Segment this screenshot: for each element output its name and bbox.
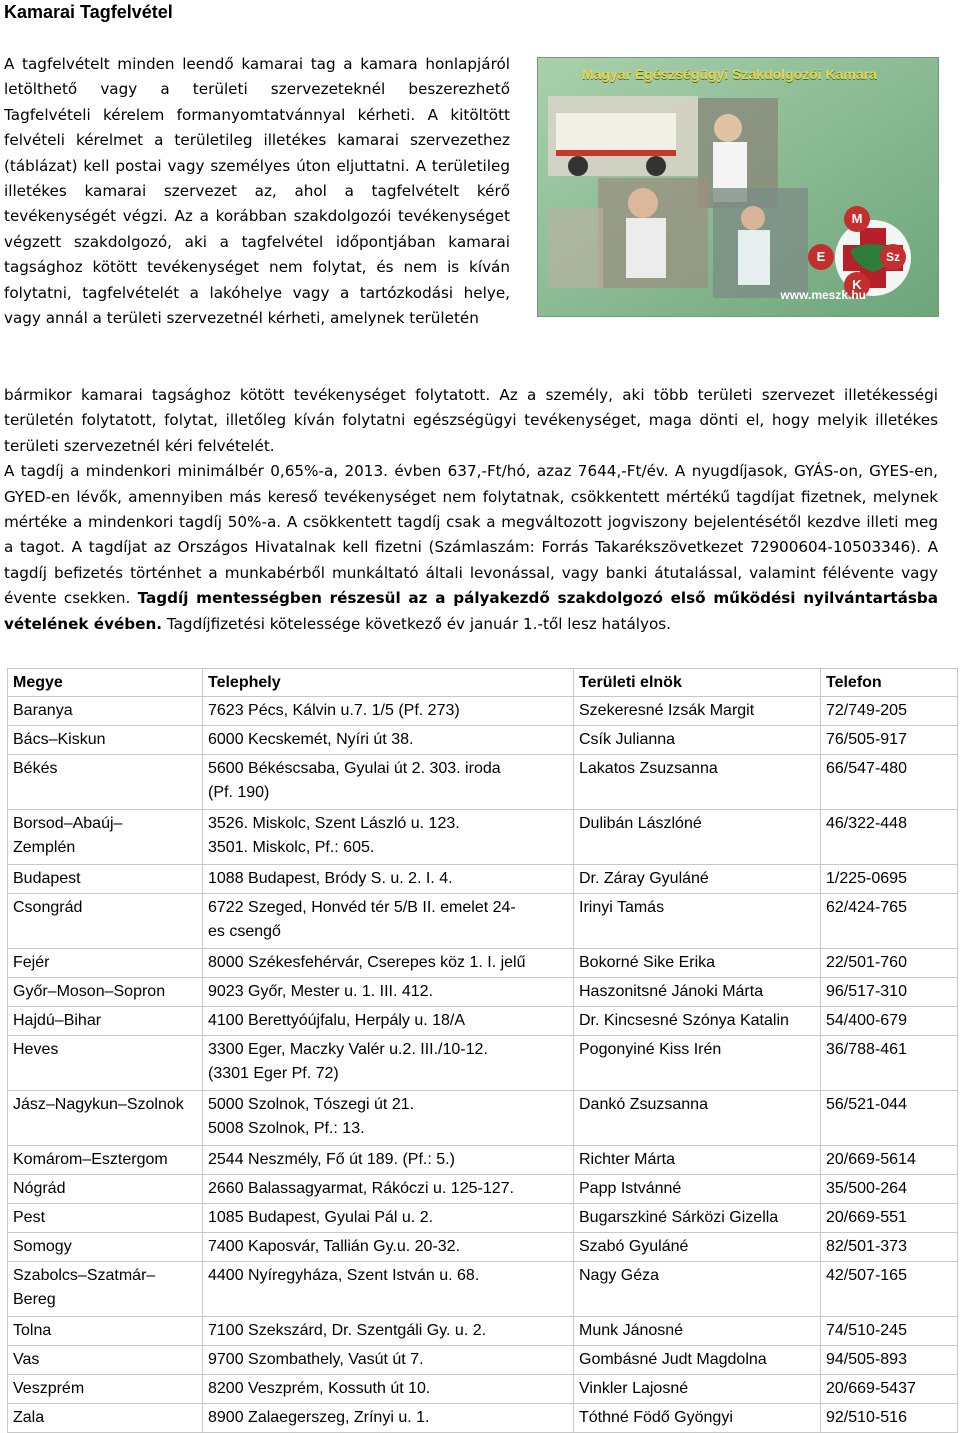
cell-elnok: Dulibán Lászlóné bbox=[574, 810, 821, 865]
cell-telefon: 56/521-044 bbox=[821, 1091, 958, 1146]
cell-telephely-line: 4400 Nyíregyháza, Szent István u. 68. bbox=[208, 1267, 480, 1284]
cell-telephely bbox=[203, 865, 574, 894]
cell-telephely bbox=[203, 1146, 574, 1175]
cell-telephely-line: 8000 Székesfehérvár, Cserepes köz 1. I. jelű bbox=[208, 954, 526, 971]
cell-telephely bbox=[203, 726, 574, 755]
cell-megye-line: Bereg bbox=[13, 1291, 56, 1308]
cell-telephely bbox=[203, 1204, 574, 1233]
cell-telefon: 1/225-0695 bbox=[821, 865, 958, 894]
cell-telephely bbox=[203, 755, 574, 810]
cell-telefon: 66/547-480 bbox=[821, 755, 958, 810]
table-row bbox=[8, 865, 958, 894]
cell-elnok: Dankó Zsuzsanna bbox=[574, 1091, 821, 1146]
table-row bbox=[8, 1146, 958, 1175]
cell-telephely bbox=[203, 1375, 574, 1404]
cell-telephely-line: 5000 Szolnok, Tószegi út 21. bbox=[208, 1096, 415, 1113]
table-row bbox=[8, 1175, 958, 1204]
banner-title: Magyar Egészségügyi Szakdolgozói Kamara bbox=[582, 66, 877, 82]
main-body-text bbox=[4, 383, 938, 637]
cell-telephely bbox=[203, 1404, 574, 1433]
cell-megye-line: Hajdú–Bihar bbox=[13, 1012, 102, 1029]
cell-telephely bbox=[203, 949, 574, 978]
cell-megye-line: Borsod–Abaúj– bbox=[13, 815, 123, 832]
cell-telephely bbox=[203, 810, 574, 865]
cell-telephely-line: 6722 Szeged, Honvéd tér 5/B II. emelet 24- bbox=[208, 899, 516, 916]
cell-telephely bbox=[203, 978, 574, 1007]
cell-telephely-line: 5600 Békéscsaba, Gyulai út 2. 303. iroda bbox=[208, 760, 501, 777]
table-row bbox=[8, 1007, 958, 1036]
cell-elnok: Csík Julianna bbox=[574, 726, 821, 755]
cell-telefon: 82/501-373 bbox=[821, 1233, 958, 1262]
cell-megye-line: Nógrád bbox=[13, 1180, 66, 1197]
cell-megye-line: Bács–Kiskun bbox=[13, 731, 106, 748]
cell-telephely bbox=[203, 1036, 574, 1091]
table-row bbox=[8, 1404, 958, 1433]
table-row bbox=[8, 1204, 958, 1233]
cell-telephely-line: 8200 Veszprém, Kossuth út 10. bbox=[208, 1380, 431, 1397]
cell-elnok: Richter Márta bbox=[574, 1146, 821, 1175]
cell-telephely bbox=[203, 1007, 574, 1036]
cell-telefon: 96/517-310 bbox=[821, 978, 958, 1007]
cell-telephely bbox=[203, 697, 574, 726]
cell-telephely-line: 7623 Pécs, Kálvin u.7. 1/5 (Pf. 273) bbox=[208, 702, 460, 719]
intro-paragraph: A tagfelvételt minden leendő kamarai tag a kamara honlapjáról letölthető vagy a területi szervezeteknél beszerezhető Tagfelvételi kérelem formanyomtatvánnyal kérheti. A kitöltött felvételi kérelmet a területileg illetékes kamarai szervezethez (táblázat) kell postai vagy személyes úton eljuttatni. A területileg illetékes kamarai szervezet az, ahol a tagfelvételt kérő tevékenységét végzi. Az a korábban szakdolgozói tevékenységet végzett szakdolgozó, aki a tagfelvétel időpontjában kamarai tagsághoz kötött tevékenységet nem folytat, és nem is kíván folytatni, tagfelvételét a lakóhelye vagy a tartózkodási helye, vagy annál a területi szervezetnél kérheti, amelynek területén bbox=[4, 55, 510, 328]
cell-elnok: Vinkler Lajosné bbox=[574, 1375, 821, 1404]
table-header-row bbox=[8, 669, 958, 697]
cell-megye bbox=[8, 865, 203, 894]
cell-telephely-line: 7100 Szekszárd, Dr. Szentgáli Gy. u. 2. bbox=[208, 1322, 487, 1339]
table-row bbox=[8, 1317, 958, 1346]
cell-megye-line: Csongrád bbox=[13, 899, 83, 916]
cell-megye bbox=[8, 1007, 203, 1036]
cell-telefon: 35/500-264 bbox=[821, 1175, 958, 1204]
cell-telephely-line: 8900 Zalaegerszeg, Zrínyi u. 1. bbox=[208, 1409, 430, 1426]
cell-telephely-line: 3526. Miskolc, Szent László u. 123. bbox=[208, 815, 460, 832]
cell-megye-line: Veszprém bbox=[13, 1380, 85, 1397]
cell-megye-line: Zala bbox=[13, 1409, 45, 1426]
cell-megye-line: Győr–Moson–Sopron bbox=[13, 983, 166, 1000]
cell-elnok: Pogonyiné Kiss Irén bbox=[574, 1036, 821, 1091]
table-row bbox=[8, 1233, 958, 1262]
cell-telephely-line: 3300 Eger, Maczky Valér u.2. III./10-12. bbox=[208, 1041, 488, 1058]
table-row bbox=[8, 1375, 958, 1404]
header-teruleti-elnok: Területi elnök bbox=[574, 669, 821, 697]
cell-megye bbox=[8, 1146, 203, 1175]
cell-megye bbox=[8, 1346, 203, 1375]
cell-telefon: 72/749-205 bbox=[821, 697, 958, 726]
cell-telephely-line: es csengő bbox=[208, 923, 281, 940]
body-paragraph-3: Tagdíjfizetési kötelessége következő év január 1.-től lesz hatályos. bbox=[166, 614, 671, 633]
cell-telefon: 46/322-448 bbox=[821, 810, 958, 865]
table-row bbox=[8, 726, 958, 755]
cell-telephely-line: 5008 Szolnok, Pf.: 13. bbox=[208, 1120, 365, 1137]
cell-telephely bbox=[203, 1233, 574, 1262]
cell-elnok: Munk Jánosné bbox=[574, 1317, 821, 1346]
cell-megye bbox=[8, 697, 203, 726]
cell-megye bbox=[8, 1262, 203, 1317]
cell-elnok: Haszonitsné Jánoki Márta bbox=[574, 978, 821, 1007]
header-telefon: Telefon bbox=[821, 669, 958, 697]
body-paragraph-2: A tagdíj a mindenkori minimálbér 0,65%-a, 2013. évben 637,-Ft/hó, azaz 7644,-Ft/év. A nyugdíjasok, GYÁS-on, GYES-en, GYED-en lévők, amennyiben más kereső tevékenységet nem folytatnak, csökkentett mértékű tagdíjat fizetnek, melynek mértéke a mindenkori tagdíj 50%-a. A csökkentett tagdíj csak a megváltozott jogviszony bejelentésétől kezdve illeti meg a tagot. A tagdíjat az Országos Hivatalnak kell fizetni (Számlaszám: Forrás Takarékszövetkezet 72900604-10503346). A tagdíj befizetés történhet a munkabérből munkáltató általi levonással, vagy banki átutalással, valamint félévente vagy évente csekken. bbox=[4, 462, 938, 608]
table-row bbox=[8, 949, 958, 978]
cell-elnok: Papp Istvánné bbox=[574, 1175, 821, 1204]
cell-telephely bbox=[203, 894, 574, 949]
logo-letter-m: M bbox=[844, 206, 870, 232]
cell-megye bbox=[8, 1233, 203, 1262]
cell-elnok: Lakatos Zsuzsanna bbox=[574, 755, 821, 810]
cell-telephely bbox=[203, 1091, 574, 1146]
table-row bbox=[8, 755, 958, 810]
table-row bbox=[8, 810, 958, 865]
cell-megye-line: Fejér bbox=[13, 954, 50, 971]
cell-elnok: Nagy Géza bbox=[574, 1262, 821, 1317]
cell-telephely-line: 9700 Szombathely, Vasút út 7. bbox=[208, 1351, 424, 1368]
cell-megye-line: Zemplén bbox=[13, 839, 76, 856]
cell-megye bbox=[8, 1036, 203, 1091]
cell-telefon: 62/424-765 bbox=[821, 894, 958, 949]
cell-megye-line: Tolna bbox=[13, 1322, 52, 1339]
logo-letter-sz: Sz bbox=[880, 244, 906, 270]
cell-elnok: Szabó Gyuláné bbox=[574, 1233, 821, 1262]
table-row bbox=[8, 1091, 958, 1146]
header-megye: Megye bbox=[8, 669, 203, 697]
logo-letter-e: E bbox=[808, 244, 834, 270]
cell-telefon: 54/400-679 bbox=[821, 1007, 958, 1036]
cell-telephely bbox=[203, 1317, 574, 1346]
cell-elnok: Bugarszkiné Sárközi Gizella bbox=[574, 1204, 821, 1233]
page-title: Kamarai Tagfelvétel bbox=[4, 2, 173, 22]
table-row bbox=[8, 697, 958, 726]
cell-telephely-line: 1085 Budapest, Gyulai Pál u. 2. bbox=[208, 1209, 434, 1226]
cell-megye bbox=[8, 1091, 203, 1146]
cell-elnok: Szekeresné Izsák Margit bbox=[574, 697, 821, 726]
banner-photo-collage bbox=[538, 58, 938, 316]
cell-megye-line: Baranya bbox=[13, 702, 73, 719]
cell-telephely bbox=[203, 1346, 574, 1375]
cell-telephely bbox=[203, 1175, 574, 1204]
table-row bbox=[8, 1262, 958, 1317]
cell-megye-line: Jász–Nagykun–Szolnok bbox=[13, 1096, 184, 1113]
cell-telephely-line: 7400 Kaposvár, Tallián Gy.u. 20-32. bbox=[208, 1238, 461, 1255]
regional-offices-table-wrapper bbox=[7, 668, 957, 1433]
cell-telephely-line: (3301 Eger Pf. 72) bbox=[208, 1065, 339, 1082]
cell-telefon: 74/510-245 bbox=[821, 1317, 958, 1346]
cell-telephely bbox=[203, 1262, 574, 1317]
cell-megye bbox=[8, 810, 203, 865]
cell-elnok: Gombásné Judt Magdolna bbox=[574, 1346, 821, 1375]
table-body bbox=[8, 697, 958, 1433]
cell-megye bbox=[8, 894, 203, 949]
cell-megye-line: Vas bbox=[13, 1351, 40, 1368]
table-row bbox=[8, 1346, 958, 1375]
cell-telefon: 94/505-893 bbox=[821, 1346, 958, 1375]
table-row bbox=[8, 894, 958, 949]
cell-telephely-line: 1088 Budapest, Bródy S. u. 2. I. 4. bbox=[208, 870, 453, 887]
regional-offices-table bbox=[7, 668, 958, 1433]
cell-elnok: Dr. Záray Gyuláné bbox=[574, 865, 821, 894]
header-telephely: Telephely bbox=[203, 669, 574, 697]
cell-megye bbox=[8, 755, 203, 810]
cell-elnok: Bokorné Sike Erika bbox=[574, 949, 821, 978]
body-paragraph-1: bármikor kamarai tagsághoz kötött tevékenységet folytatott. Az a személy, aki több területi szervezet illetékességi területén folytatott, folytat, illetőleg kíván folytatni egészségügyi tevékenységet, maga dönti el, hogy melyik illetékes területi szervezetnél kéri felvételét. bbox=[4, 386, 938, 455]
cell-telephely-line: 4100 Berettyóújfalu, Herpály u. 18/A bbox=[208, 1012, 466, 1029]
cell-megye bbox=[8, 726, 203, 755]
cell-telefon: 20/669-551 bbox=[821, 1204, 958, 1233]
cell-telephely-line: 2660 Balassagyarmat, Rákóczi u. 125-127. bbox=[208, 1180, 514, 1197]
cell-telefon: 42/507-165 bbox=[821, 1262, 958, 1317]
cell-megye-line: Budapest bbox=[13, 870, 81, 887]
cell-megye bbox=[8, 1404, 203, 1433]
cell-megye-line: Komárom–Esztergom bbox=[13, 1151, 168, 1168]
cell-telefon: 36/788-461 bbox=[821, 1036, 958, 1091]
cell-elnok: Dr. Kincsesné Szónya Katalin bbox=[574, 1007, 821, 1036]
cell-telefon: 22/501-760 bbox=[821, 949, 958, 978]
cell-megye bbox=[8, 1175, 203, 1204]
cell-telefon: 20/669-5614 bbox=[821, 1146, 958, 1175]
cell-elnok: Irinyi Tamás bbox=[574, 894, 821, 949]
cell-megye-line: Pest bbox=[13, 1209, 46, 1226]
cell-megye bbox=[8, 1375, 203, 1404]
cell-telephely-line: 3501. Miskolc, Pf.: 605. bbox=[208, 839, 375, 856]
cell-megye-line: Somogy bbox=[13, 1238, 72, 1255]
cell-telefon: 20/669-5437 bbox=[821, 1375, 958, 1404]
table-row bbox=[8, 978, 958, 1007]
cell-telephely-line: 6000 Kecskemét, Nyíri út 38. bbox=[208, 731, 414, 748]
table-row bbox=[8, 1036, 958, 1091]
chamber-banner-image bbox=[537, 57, 939, 317]
cell-elnok: Tóthné Födő Gyöngyi bbox=[574, 1404, 821, 1433]
cell-megye bbox=[8, 1204, 203, 1233]
cell-megye-line: Heves bbox=[13, 1041, 59, 1058]
cell-telefon: 76/505-917 bbox=[821, 726, 958, 755]
banner-url: www.meszk.hu bbox=[780, 288, 866, 302]
body-bold-sentence: Tagdíj mentességben részesül az a pályakezdő szakdolgozó első működési nyilvántartásba vételének évében. bbox=[4, 589, 938, 633]
cell-megye-line: Szabolcs–Szatmár– bbox=[13, 1267, 156, 1284]
cell-megye bbox=[8, 1317, 203, 1346]
cell-telephely-line: (Pf. 190) bbox=[208, 784, 270, 801]
cell-megye bbox=[8, 978, 203, 1007]
cell-megye-line: Békés bbox=[13, 760, 58, 777]
cell-telefon: 92/510-516 bbox=[821, 1404, 958, 1433]
cell-megye bbox=[8, 949, 203, 978]
logo-letter-k: K bbox=[844, 272, 870, 298]
cell-telephely-line: 2544 Neszmély, Fő út 189. (Pf.: 5.) bbox=[208, 1151, 455, 1168]
cell-telephely-line: 9023 Győr, Mester u. 1. III. 412. bbox=[208, 983, 434, 1000]
